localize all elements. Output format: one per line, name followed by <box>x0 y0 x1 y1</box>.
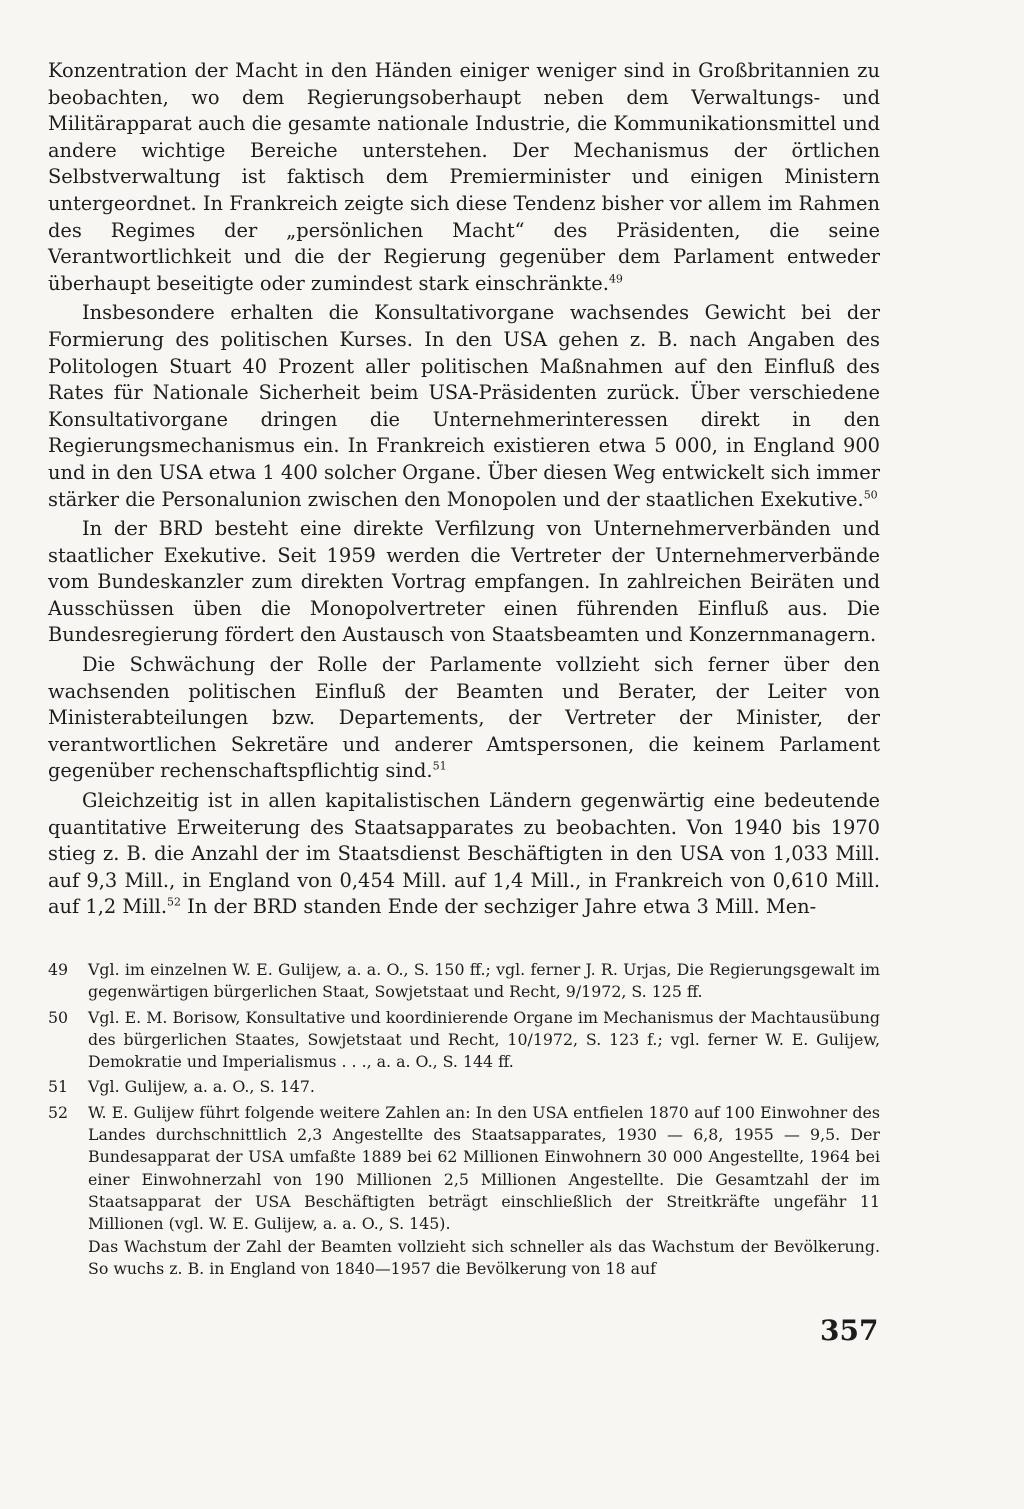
footnote-text <box>88 1102 880 1280</box>
footnote-text: Vgl. E. M. Borisow, Konsultative und koordinierende Organe im Mechanismus der Machtausübung des bürgerlichen Staates, Sowjetstaat und Recht, 10/1972, S. 123 f.; vgl. ferner W. E. Gulijew, Demokratie und Imperialismus . . ., a. a. O., S. 144 ff. <box>88 1007 880 1072</box>
footnote-text: Vgl. im einzelnen W. E. Gulijew, a. a. O., S. 150 ff.; vgl. ferner J. R. Urjas, Die Regierungsgewalt im gegenwärtigen bürgerlichen Staat, Sowjetstaat und Recht, 9/1972, S. 125 ff. <box>88 960 880 1002</box>
footnote-ref-50: 50 <box>863 488 878 502</box>
footnote-ref-52: 52 <box>167 895 182 909</box>
paragraph-2 <box>48 300 880 513</box>
main-text <box>48 58 880 921</box>
paragraph-1 <box>48 58 880 297</box>
paragraph-3-text: In der BRD besteht eine direkte Verfilzung von Unternehmerverbänden und staatlicher Exekutive. Seit 1959 werden die Vertreter der Unternehmerverbände vom Bundeskanzler zum direkten Vortrag empfangen. In zahlreichen Beiräten und Ausschüssen üben die Monopolvertreter einen führenden Einfluß aus. Die Bundesregierung fördert den Austausch von Staatsbeamten und Konzernmanagern. <box>48 517 880 647</box>
footnote-50 <box>48 1007 880 1074</box>
footnote-52 <box>48 1102 880 1280</box>
paragraph-3 <box>48 516 880 649</box>
footnote-49 <box>48 959 880 1004</box>
paragraph-5-text-b: In der BRD standen Ende der sechziger Jahre etwa 3 Mill. Men- <box>181 895 817 919</box>
paragraph-5-text-a: Gleichzeitig ist in allen kapitalistischen Ländern gegenwärtig eine bedeutende quantitative Erweiterung des Staatsapparates zu beobachten. Von 1940 bis 1970 stieg z. B. die Anzahl der im Staatsdienst Beschäftigten in den USA von 1,033 Mill. auf 9,3 Mill., in England von 0,454 Mill. auf 1,4 Mill., in Frankreich von 0,610 Mill. auf 1,2 Mill. <box>48 789 880 919</box>
paragraph-1-text: Konzentration der Macht in den Händen einiger weniger sind in Großbritannien zu beobachten, wo dem Regierungsoberhaupt neben dem Verwaltungs- und Militärapparat auch die gesamte nationale Industrie, die Kommunikationsmittel und andere wichtige Bereiche unterstehen. Der Mechanismus der örtlichen Selbstverwaltung ist faktisch dem Premierminister und einigen Ministern untergeordnet. In Frankreich zeigte sich diese Tendenz bisher vor allem im Rahmen des Regimes der „persönlichen Macht“ des Präsidenten, die seine Verantwortlichkeit und die der Regierung gegenüber dem Parlament entweder überhaupt beseitigte oder zumindest stark einschränkte. <box>48 59 880 295</box>
paragraph-5 <box>48 788 880 921</box>
footnote-number: 52 <box>48 1102 69 1122</box>
paragraph-2-text: Insbesondere erhalten die Konsultativorgane wachsendes Gewicht bei der Formierung des politischen Kurses. In den USA gehen z. B. nach Angaben des Politologen Stuart 40 Prozent aller politischen Maßnahmen auf den Einfluß des Rates für Nationale Sicherheit beim USA-Präsidenten zurück. Über verschiedene Konsultativorgane dringen die Unternehmerinteressen direkt in den Regierungsmechanismus ein. In Frankreich existieren etwa 5 000, in England 900 und in den USA etwa 1 400 solcher Organe. Über diesen Weg entwickelt sich immer stärker die Personalunion zwischen den Monopolen und der staatlichen Exekutive. <box>48 301 880 511</box>
footnote-number: 49 <box>48 960 69 979</box>
page-number: 357 <box>820 1314 879 1347</box>
footnote-ref-51: 51 <box>432 759 447 773</box>
footnote-number: 50 <box>48 1007 69 1027</box>
footnote-text: Vgl. Gulijew, a. a. O., S. 147. <box>88 1077 315 1097</box>
footnote-ref-49: 49 <box>608 272 623 286</box>
paragraph-4-text: Die Schwächung der Rolle der Parlamente vollzieht sich ferner über den wachsenden politischen Einfluß der Beamten und Berater, der Leiter von Ministerabteilungen bzw. Departements, der Vertreter der Minister, der verantwortlichen Sekretäre und anderer Amtspersonen, die keinem Parlament gegenüber rechenschaftspflichtig sind. <box>48 653 880 783</box>
paragraph-4 <box>48 652 880 785</box>
footnote-number: 51 <box>48 1077 69 1097</box>
footnote-52-part-1: W. E. Gulijew führt folgende weitere Zahlen an: In den USA entfielen 1870 auf 100 Einwohner des Landes durchschnittlich 2,3 Angestellte des Staatsapparates, 1930 — 6,8, 1955 — 9,5. Der Bundesapparat der USA umfaßte 1889 bei 62 Millionen Einwohnern 30 000 Angestellte, 1964 bei einer Einwohnerzahl von 190 Millionen 2,5 Millionen Angestellte. Die Gesamtzahl der im Staatsapparat der USA Beschäftigten beträgt einschließlich der Streitkräfte ungefähr 11 Millionen (vgl. W. E. Gulijew, a. a. O., S. 145). <box>88 1102 880 1234</box>
footnote-51 <box>48 1076 880 1098</box>
footnote-52-part-2: Das Wachstum der Zahl der Beamten vollzieht sich schneller als das Wachstum der Bevölkerung. So wuchs z. B. in England von 1840—1957 die Bevölkerung von 18 auf <box>88 1236 880 1278</box>
footnotes <box>48 959 880 1283</box>
